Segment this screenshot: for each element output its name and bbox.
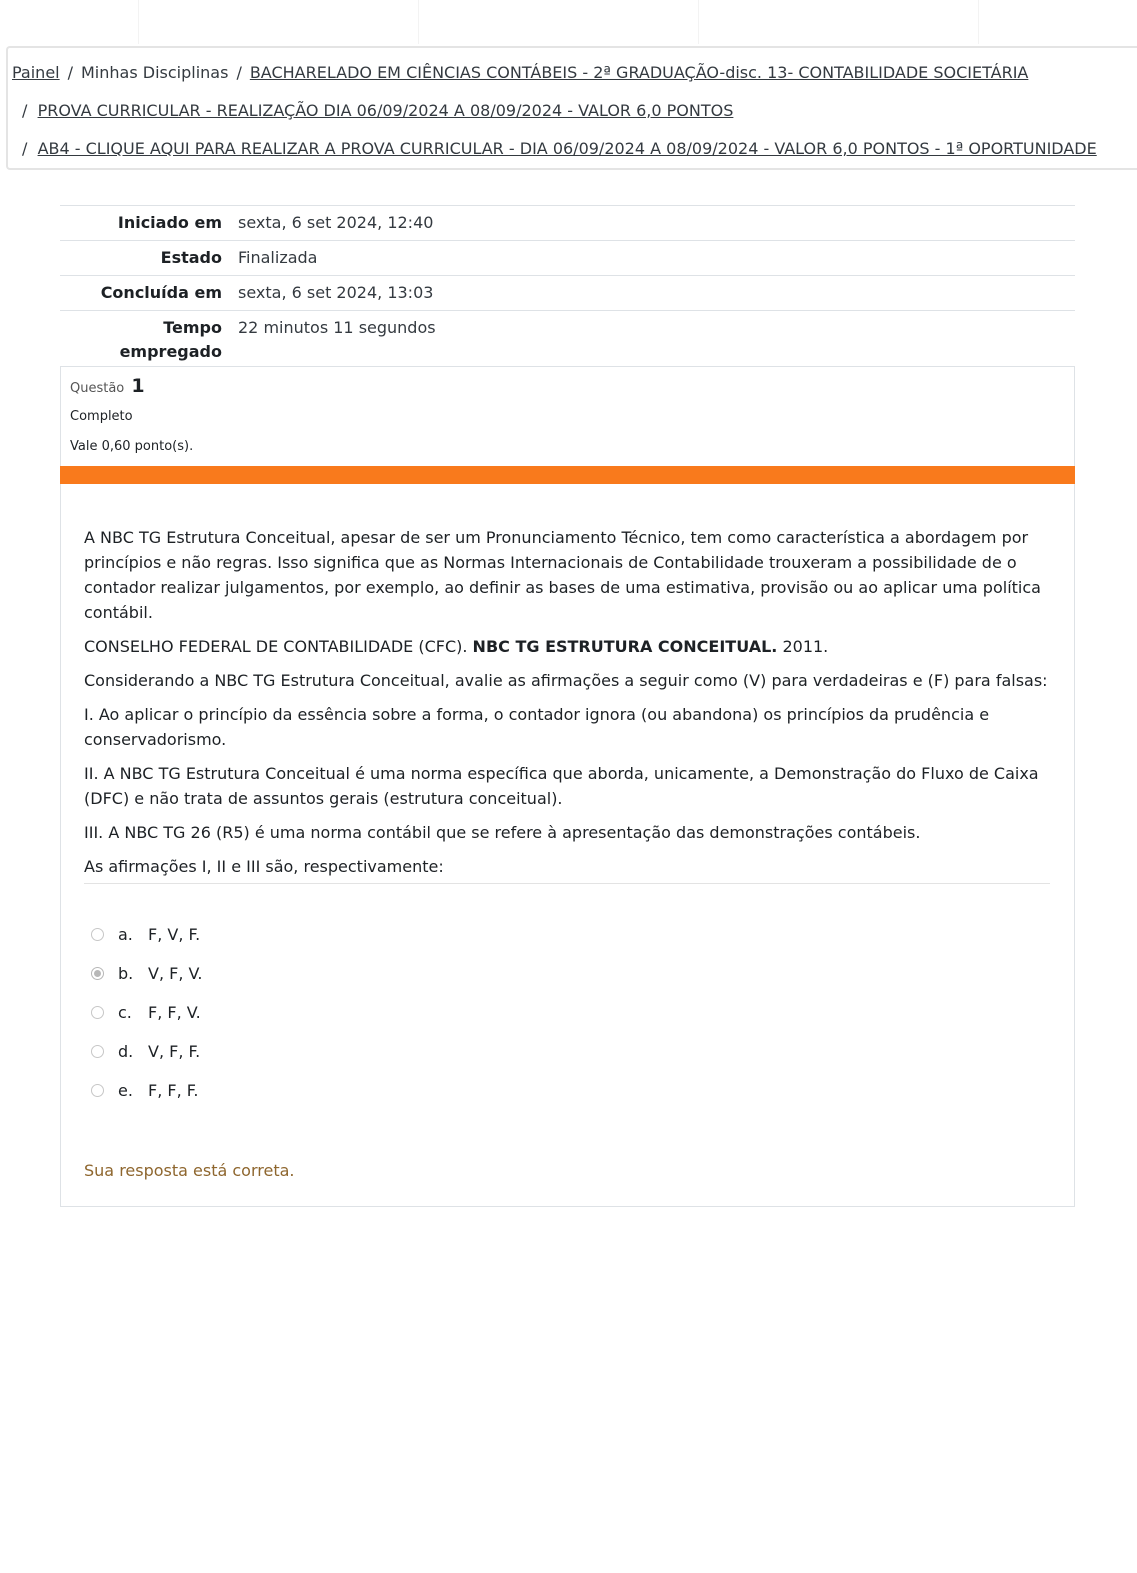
started-value: sexta, 6 set 2024, 12:40 <box>238 213 434 232</box>
attempt-summary-table <box>60 205 1075 369</box>
breadcrumb-link-course[interactable]: BACHARELADO EM CIÊNCIAS CONTÁBEIS - 2ª GRADUAÇÃO-disc. 13- CONTABILIDADE SOCIETÁRIA <box>249 63 1029 82</box>
answer-option-b[interactable] <box>91 954 202 993</box>
option-text: F, V, F. <box>148 924 201 944</box>
answer-option-e[interactable] <box>91 1071 202 1110</box>
question-text <box>84 525 1059 888</box>
reference-year: 2011. <box>782 637 829 656</box>
time-label-line-2: empregado <box>119 342 222 361</box>
breadcrumb-link-painel[interactable]: Painel <box>12 63 60 82</box>
started-label: Iniciado em <box>117 213 222 232</box>
question-number-value: 1 <box>131 375 145 397</box>
question-grade: Vale 0,60 ponto(s). <box>70 439 194 454</box>
answer-feedback: Sua resposta está correta. <box>84 1161 295 1180</box>
statement-3: III. A NBC TG 26 (R5) é uma norma contábil que se refere à apresentação das demonstrações contábeis. <box>84 823 921 842</box>
option-letter: c. <box>118 1002 132 1022</box>
radio-button[interactable] <box>91 1045 104 1058</box>
summary-row-completed <box>60 276 1075 311</box>
time-label <box>60 311 230 370</box>
breadcrumb-line-2 <box>22 101 733 121</box>
answer-option-c[interactable] <box>91 993 202 1032</box>
question-label: Questão <box>70 381 125 396</box>
radio-button[interactable] <box>91 1006 104 1019</box>
radio-button[interactable] <box>91 1084 104 1097</box>
breadcrumb <box>6 46 1137 170</box>
breadcrumb-separator: / <box>22 101 28 120</box>
question-accent-bar <box>60 466 1075 484</box>
state-label: Estado <box>160 248 222 267</box>
breadcrumb-separator: / <box>22 139 28 158</box>
answer-option-d[interactable] <box>91 1032 202 1071</box>
question-divider <box>84 883 1050 884</box>
option-letter: e. <box>118 1080 133 1100</box>
option-text: F, F, F. <box>148 1080 199 1100</box>
reference-title: NBC TG ESTRUTURA CONCEITUAL. <box>472 637 778 656</box>
option-text: V, F, F. <box>148 1041 201 1061</box>
breadcrumb-link-prova[interactable]: PROVA CURRICULAR - REALIZAÇÃO DIA 06/09/2024 A 08/09/2024 - VALOR 6,0 PONTOS <box>37 101 734 120</box>
statement-2: II. A NBC TG Estrutura Conceitual é uma norma específica que aborda, unicamente, a Demonstração do Fluxo de Caixa (DFC) e não trata de assuntos gerais (estrutura conceitual). <box>84 764 1039 808</box>
breadcrumb-item-minhas-disciplinas: Minhas Disciplinas <box>81 63 229 82</box>
breadcrumb-separator: / <box>67 63 73 82</box>
question-reference <box>84 634 1059 659</box>
breadcrumb-link-quiz[interactable]: AB4 - CLIQUE AQUI PARA REALIZAR A PROVA CURRICULAR - DIA 06/09/2024 A 08/09/2024 - VALOR 6,0 PONTOS - 1ª OPORTUNIDADE <box>37 139 1097 158</box>
summary-row-time <box>60 311 1075 370</box>
completed-value: sexta, 6 set 2024, 13:03 <box>238 283 434 302</box>
reference-author: CONSELHO FEDERAL DE CONTABILIDADE (CFC). <box>84 637 468 656</box>
radio-button-checked[interactable] <box>91 967 104 980</box>
option-text: V, F, V. <box>148 963 203 983</box>
option-letter: a. <box>118 924 133 944</box>
time-value: 22 minutos 11 segundos <box>238 318 436 337</box>
question-prompt: As afirmações I, II e III são, respectivamente: <box>84 857 444 876</box>
question-number <box>70 375 145 397</box>
answer-option-a[interactable] <box>91 915 202 954</box>
breadcrumb-line-1 <box>12 63 1028 83</box>
summary-row-state <box>60 241 1075 276</box>
summary-row-started <box>60 206 1075 241</box>
top-decoration <box>0 0 1137 44</box>
breadcrumb-separator: / <box>236 63 242 82</box>
statement-1: I. Ao aplicar o princípio da essência sobre a forma, o contador ignora (ou abandona) os princípios da prudência e conservadorismo. <box>84 705 990 749</box>
question-state: Completo <box>70 409 133 424</box>
question-paragraph: Considerando a NBC TG Estrutura Conceitual, avalie as afirmações a seguir como (V) para verdadeiras e (F) para falsas: <box>84 671 1048 690</box>
question-card <box>60 366 1075 1207</box>
option-letter: d. <box>118 1041 134 1061</box>
breadcrumb-line-3 <box>22 139 1097 159</box>
answer-options <box>91 915 202 1110</box>
state-value: Finalizada <box>238 248 318 267</box>
completed-label: Concluída em <box>100 283 222 302</box>
time-label-line-1: Tempo <box>163 318 222 337</box>
radio-button[interactable] <box>91 928 104 941</box>
option-text: F, F, V. <box>148 1002 201 1022</box>
option-letter: b. <box>118 963 134 983</box>
question-paragraph: A NBC TG Estrutura Conceitual, apesar de ser um Pronunciamento Técnico, tem como característica a abordagem por princípios e não regras. Isso significa que as Normas Internacionais de Contabilidade trouxeram a possibilidade de o contador realizar julgamentos, por exemplo, ao definir as bases de uma estimativa, provisão ou ao aplicar uma política contábil. <box>84 528 1041 622</box>
